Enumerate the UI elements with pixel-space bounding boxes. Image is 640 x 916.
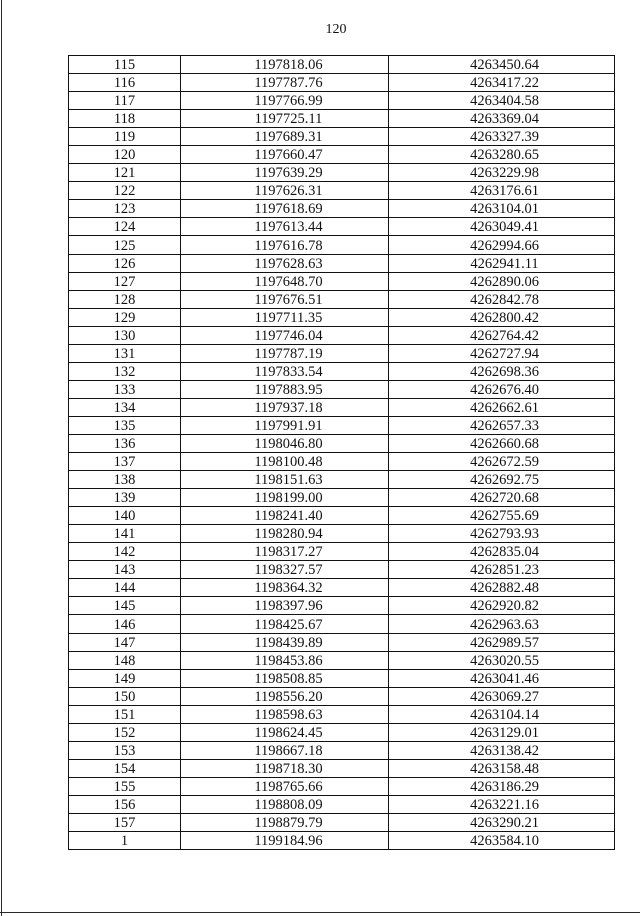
table-row [69, 380, 615, 398]
table-row [69, 759, 615, 777]
x-coordinate-cell: 1197787.76 [181, 74, 389, 92]
page-edge-left [1, 0, 2, 916]
point-number-cell: 115 [69, 56, 181, 74]
point-number-cell: 121 [69, 164, 181, 182]
point-number-cell: 148 [69, 651, 181, 669]
table-row [69, 272, 615, 290]
x-coordinate-cell: 1198508.85 [181, 669, 389, 687]
y-coordinate-cell: 4263129.01 [389, 723, 615, 741]
y-coordinate-cell: 4262882.48 [389, 579, 615, 597]
y-coordinate-cell: 4262920.82 [389, 597, 615, 615]
table-row [69, 777, 615, 795]
y-coordinate-cell: 4263221.16 [389, 795, 615, 813]
y-coordinate-cell: 4262793.93 [389, 525, 615, 543]
x-coordinate-cell: 1197746.04 [181, 326, 389, 344]
point-number-cell: 139 [69, 489, 181, 507]
x-coordinate-cell: 1198425.67 [181, 615, 389, 633]
y-coordinate-cell: 4263417.22 [389, 74, 615, 92]
y-coordinate-cell: 4263584.10 [389, 832, 615, 850]
y-coordinate-cell: 4263369.04 [389, 110, 615, 128]
y-coordinate-cell: 4262842.78 [389, 290, 615, 308]
point-number-cell: 120 [69, 146, 181, 164]
y-coordinate-cell: 4262698.36 [389, 362, 615, 380]
point-number-cell: 130 [69, 326, 181, 344]
x-coordinate-cell: 1197991.91 [181, 416, 389, 434]
y-coordinate-cell: 4262989.57 [389, 633, 615, 651]
x-coordinate-cell: 1197787.19 [181, 344, 389, 362]
x-coordinate-cell: 1198327.57 [181, 561, 389, 579]
table-row [69, 489, 615, 507]
y-coordinate-cell: 4262660.68 [389, 434, 615, 452]
y-coordinate-cell: 4263327.39 [389, 128, 615, 146]
point-number-cell: 138 [69, 471, 181, 489]
x-coordinate-cell: 1198151.63 [181, 471, 389, 489]
x-coordinate-cell: 1198364.32 [181, 579, 389, 597]
x-coordinate-cell: 1197660.47 [181, 146, 389, 164]
y-coordinate-cell: 4263020.55 [389, 651, 615, 669]
point-number-cell: 117 [69, 92, 181, 110]
point-number-cell: 144 [69, 579, 181, 597]
point-number-cell: 1 [69, 832, 181, 850]
y-coordinate-cell: 4262851.23 [389, 561, 615, 579]
x-coordinate-cell: 1198808.09 [181, 795, 389, 813]
point-number-cell: 136 [69, 434, 181, 452]
y-coordinate-cell: 4262764.42 [389, 326, 615, 344]
table-row [69, 200, 615, 218]
table-row [69, 687, 615, 705]
point-number-cell: 122 [69, 182, 181, 200]
y-coordinate-cell: 4263104.01 [389, 200, 615, 218]
point-number-cell: 129 [69, 308, 181, 326]
point-number-cell: 131 [69, 344, 181, 362]
table-row [69, 813, 615, 831]
point-number-cell: 155 [69, 777, 181, 795]
x-coordinate-cell: 1197937.18 [181, 398, 389, 416]
x-coordinate-cell: 1198100.48 [181, 453, 389, 471]
point-number-cell: 123 [69, 200, 181, 218]
y-coordinate-cell: 4263104.14 [389, 705, 615, 723]
point-number-cell: 145 [69, 597, 181, 615]
point-number-cell: 152 [69, 723, 181, 741]
point-number-cell: 132 [69, 362, 181, 380]
table-row [69, 453, 615, 471]
point-number-cell: 147 [69, 633, 181, 651]
point-number-cell: 153 [69, 741, 181, 759]
point-number-cell: 150 [69, 687, 181, 705]
point-number-cell: 146 [69, 615, 181, 633]
table-row [69, 146, 615, 164]
x-coordinate-cell: 1197833.54 [181, 362, 389, 380]
table-row [69, 471, 615, 489]
x-coordinate-cell: 1198556.20 [181, 687, 389, 705]
table-row [69, 669, 615, 687]
table-row [69, 832, 615, 850]
point-number-cell: 118 [69, 110, 181, 128]
table-row [69, 615, 615, 633]
x-coordinate-cell: 1197613.44 [181, 218, 389, 236]
x-coordinate-cell: 1198624.45 [181, 723, 389, 741]
table-row [69, 633, 615, 651]
x-coordinate-cell: 1198879.79 [181, 813, 389, 831]
y-coordinate-cell: 4262692.75 [389, 471, 615, 489]
y-coordinate-cell: 4263290.21 [389, 813, 615, 831]
y-coordinate-cell: 4263138.42 [389, 741, 615, 759]
table-row [69, 56, 615, 74]
x-coordinate-cell: 1198046.80 [181, 434, 389, 452]
x-coordinate-cell: 1197766.99 [181, 92, 389, 110]
table-row [69, 543, 615, 561]
table-row [69, 128, 615, 146]
y-coordinate-cell: 4263280.65 [389, 146, 615, 164]
x-coordinate-cell: 1198598.63 [181, 705, 389, 723]
table-row [69, 525, 615, 543]
x-coordinate-cell: 1198397.96 [181, 597, 389, 615]
y-coordinate-cell: 4262800.42 [389, 308, 615, 326]
table-row [69, 362, 615, 380]
y-coordinate-cell: 4262662.61 [389, 398, 615, 416]
x-coordinate-cell: 1198317.27 [181, 543, 389, 561]
table-row [69, 507, 615, 525]
point-number-cell: 135 [69, 416, 181, 434]
table-row [69, 741, 615, 759]
coordinates-table [68, 55, 615, 850]
y-coordinate-cell: 4263049.41 [389, 218, 615, 236]
x-coordinate-cell: 1198765.66 [181, 777, 389, 795]
point-number-cell: 142 [69, 543, 181, 561]
x-coordinate-cell: 1197711.35 [181, 308, 389, 326]
y-coordinate-cell: 4262963.63 [389, 615, 615, 633]
point-number-cell: 126 [69, 254, 181, 272]
coordinates-table-body [69, 56, 615, 850]
point-number-cell: 156 [69, 795, 181, 813]
table-row [69, 218, 615, 236]
y-coordinate-cell: 4263186.29 [389, 777, 615, 795]
y-coordinate-cell: 4263041.46 [389, 669, 615, 687]
y-coordinate-cell: 4263450.64 [389, 56, 615, 74]
x-coordinate-cell: 1197626.31 [181, 182, 389, 200]
table-row [69, 398, 615, 416]
point-number-cell: 124 [69, 218, 181, 236]
x-coordinate-cell: 1199184.96 [181, 832, 389, 850]
point-number-cell: 128 [69, 290, 181, 308]
table-row [69, 92, 615, 110]
table-row [69, 416, 615, 434]
point-number-cell: 133 [69, 380, 181, 398]
x-coordinate-cell: 1198453.86 [181, 651, 389, 669]
y-coordinate-cell: 4262755.69 [389, 507, 615, 525]
x-coordinate-cell: 1197648.70 [181, 272, 389, 290]
point-number-cell: 149 [69, 669, 181, 687]
point-number-cell: 119 [69, 128, 181, 146]
x-coordinate-cell: 1198439.89 [181, 633, 389, 651]
y-coordinate-cell: 4262835.04 [389, 543, 615, 561]
table-row [69, 705, 615, 723]
point-number-cell: 116 [69, 74, 181, 92]
table-row [69, 651, 615, 669]
point-number-cell: 140 [69, 507, 181, 525]
x-coordinate-cell: 1197883.95 [181, 380, 389, 398]
point-number-cell: 127 [69, 272, 181, 290]
y-coordinate-cell: 4262941.11 [389, 254, 615, 272]
x-coordinate-cell: 1197676.51 [181, 290, 389, 308]
table-row [69, 597, 615, 615]
x-coordinate-cell: 1197628.63 [181, 254, 389, 272]
table-row [69, 74, 615, 92]
table-row [69, 434, 615, 452]
x-coordinate-cell: 1198241.40 [181, 507, 389, 525]
point-number-cell: 141 [69, 525, 181, 543]
point-number-cell: 125 [69, 236, 181, 254]
y-coordinate-cell: 4262890.06 [389, 272, 615, 290]
table-row [69, 110, 615, 128]
x-coordinate-cell: 1197689.31 [181, 128, 389, 146]
table-row [69, 164, 615, 182]
x-coordinate-cell: 1197618.69 [181, 200, 389, 218]
x-coordinate-cell: 1197725.11 [181, 110, 389, 128]
y-coordinate-cell: 4263158.48 [389, 759, 615, 777]
x-coordinate-cell: 1197818.06 [181, 56, 389, 74]
point-number-cell: 154 [69, 759, 181, 777]
y-coordinate-cell: 4262657.33 [389, 416, 615, 434]
x-coordinate-cell: 1197616.78 [181, 236, 389, 254]
page-number: 120 [325, 22, 347, 37]
y-coordinate-cell: 4263176.61 [389, 182, 615, 200]
table-row [69, 723, 615, 741]
y-coordinate-cell: 4263069.27 [389, 687, 615, 705]
table-row [69, 795, 615, 813]
table-row [69, 326, 615, 344]
point-number-cell: 134 [69, 398, 181, 416]
table-row [69, 236, 615, 254]
point-number-cell: 151 [69, 705, 181, 723]
table-row [69, 254, 615, 272]
x-coordinate-cell: 1198199.00 [181, 489, 389, 507]
point-number-cell: 137 [69, 453, 181, 471]
table-row [69, 182, 615, 200]
table-row [69, 308, 615, 326]
table-row [69, 561, 615, 579]
table-row [69, 579, 615, 597]
y-coordinate-cell: 4263229.98 [389, 164, 615, 182]
y-coordinate-cell: 4262994.66 [389, 236, 615, 254]
table-row [69, 344, 615, 362]
y-coordinate-cell: 4263404.58 [389, 92, 615, 110]
y-coordinate-cell: 4262720.68 [389, 489, 615, 507]
point-number-cell: 157 [69, 813, 181, 831]
x-coordinate-cell: 1197639.29 [181, 164, 389, 182]
page-edge-bottom [0, 912, 640, 913]
x-coordinate-cell: 1198280.94 [181, 525, 389, 543]
x-coordinate-cell: 1198718.30 [181, 759, 389, 777]
y-coordinate-cell: 4262727.94 [389, 344, 615, 362]
y-coordinate-cell: 4262676.40 [389, 380, 615, 398]
y-coordinate-cell: 4262672.59 [389, 453, 615, 471]
point-number-cell: 143 [69, 561, 181, 579]
x-coordinate-cell: 1198667.18 [181, 741, 389, 759]
table-row [69, 290, 615, 308]
